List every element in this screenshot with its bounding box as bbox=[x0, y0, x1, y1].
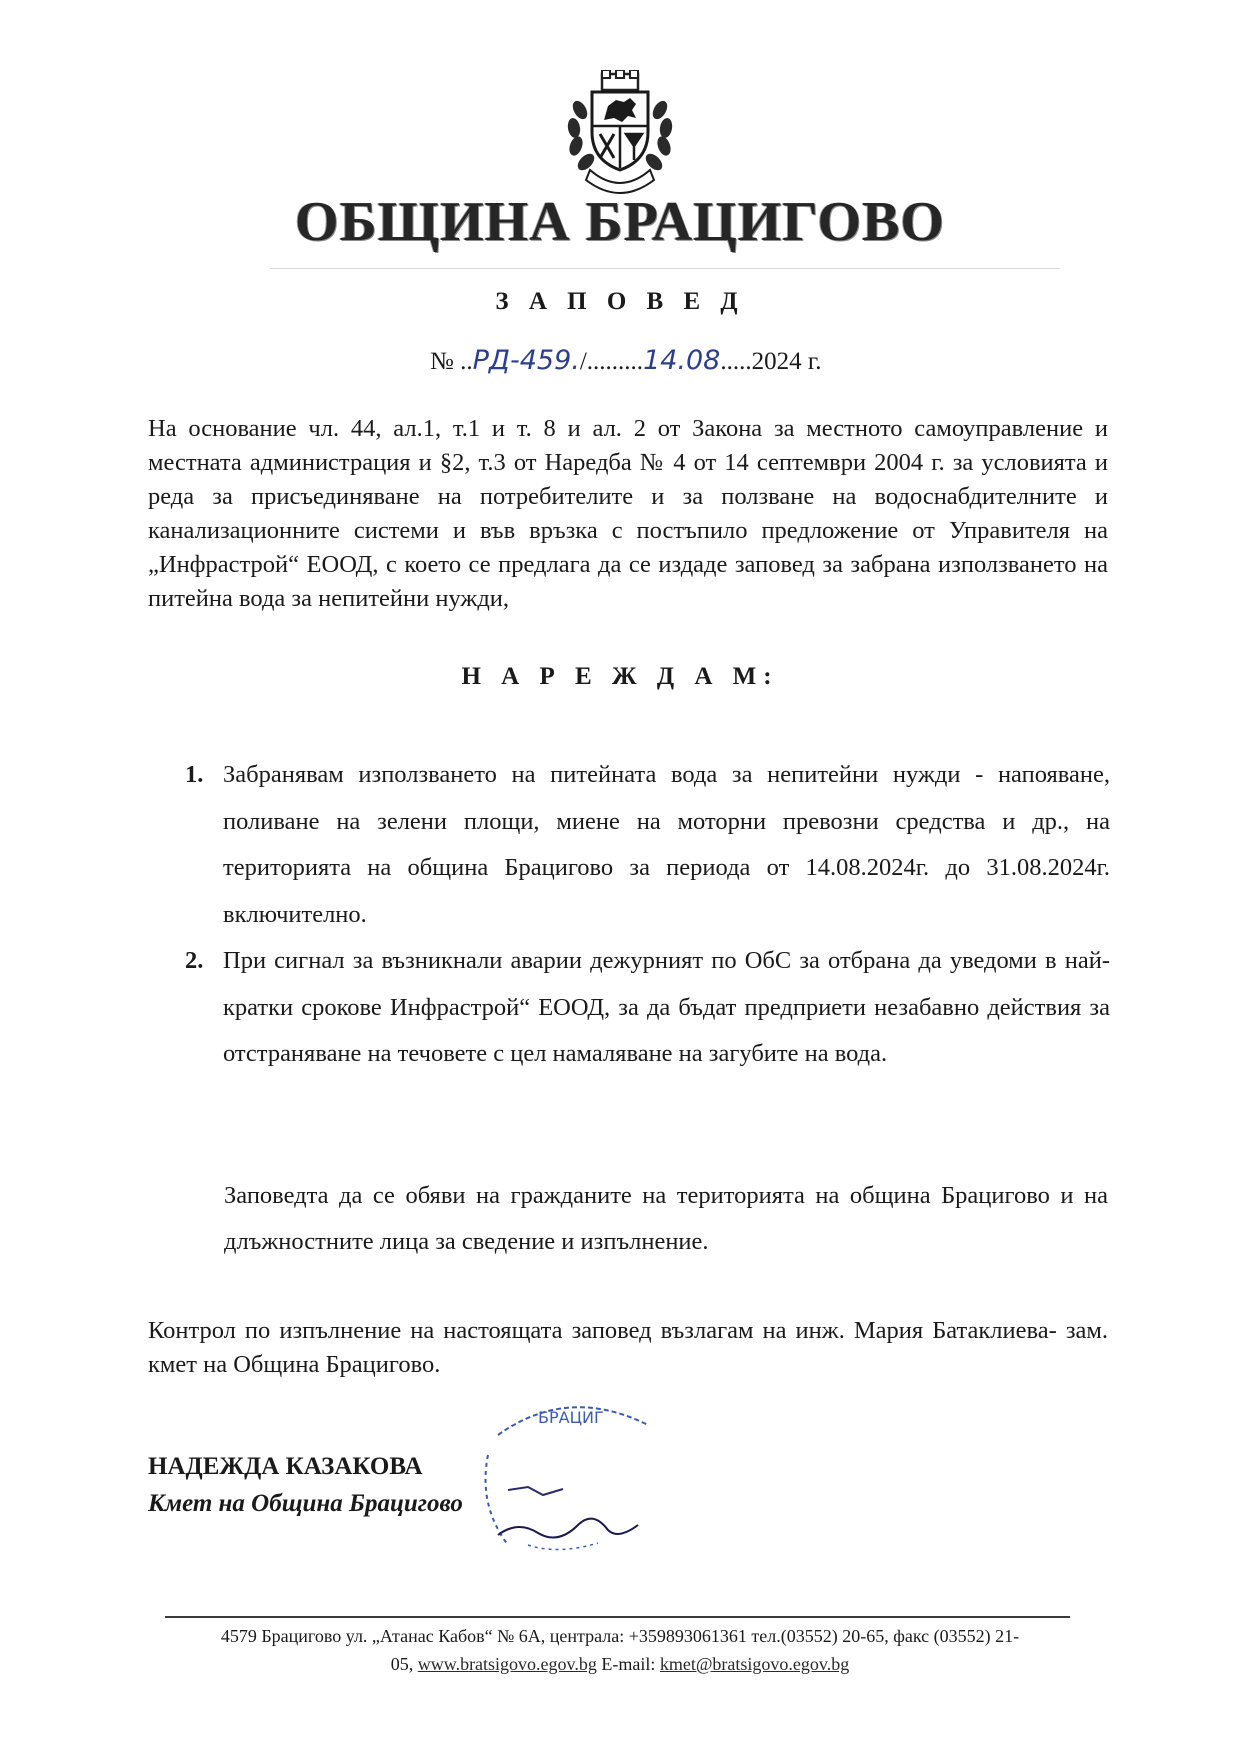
official-stamp-signature bbox=[468, 1395, 688, 1555]
item-text: Забранявам използването на питейната вода за непитейни нужди - напояване, поливане на зелени площи, миене на моторни превозни средства и др., на територията на община Брацигово за периода от 14.08.2024г. до 31.08.2024г. включително. bbox=[223, 761, 1110, 928]
decree-heading: Н А Р Е Ж Д А М: bbox=[461, 663, 779, 690]
order-number-prefix: № .. bbox=[430, 348, 473, 375]
order-heading: З А П О В Е Д bbox=[495, 288, 745, 315]
footer-divider bbox=[165, 1616, 1070, 1618]
footer-line2-prefix: 05, bbox=[390, 1654, 418, 1674]
email-label: E-mail: bbox=[596, 1654, 660, 1674]
item-number: 2. bbox=[185, 947, 204, 974]
decree-item bbox=[185, 752, 1110, 938]
footer-web-line bbox=[155, 1650, 1085, 1678]
order-number-handwritten: РД-459. bbox=[472, 345, 580, 376]
footer-address-line: 4579 Брацигово ул. „Атанас Кабов“ № 6А, централа: +359893061361 тел.(03552) 20-65, факс (03552) 21- bbox=[220, 1626, 1020, 1646]
announcement-paragraph: Заповедта да се обяви на гражданите на територията на община Брацигово и на длъжностните лица за сведение и изпълнение. bbox=[224, 1182, 1108, 1255]
footer-contacts bbox=[155, 1622, 1085, 1678]
decree-items bbox=[185, 752, 1110, 1078]
signer-title: Кмет на Община Брацигово bbox=[148, 1490, 463, 1517]
decree-item bbox=[185, 938, 1110, 1078]
order-number-suffix: .....2024 г. bbox=[720, 348, 822, 375]
control-paragraph: Контрол по изпълнение на настоящата заповед възлагам на инж. Мария Батаклиева- зам. кмет на Община Брацигово. bbox=[148, 1317, 1108, 1378]
signer-name: НАДЕЖДА КАЗАКОВА bbox=[148, 1453, 423, 1480]
website-link[interactable]: www.bratsigovo.egov.bg bbox=[417, 1654, 597, 1674]
item-number: 1. bbox=[185, 761, 204, 788]
item-text: При сигнал за възникнали аварии дежурният по ОбС за отбрана да уведоми в най-кратки срокове Инфрастрой“ ЕООД, за да бъдат предприети незабавно действия за отстраняване на течовете с цел намаляване на загубите на вода. bbox=[223, 947, 1110, 1067]
order-date-handwritten: 14.08 bbox=[643, 345, 721, 376]
municipality-title: ОБЩИНА БРАЦИГОВО bbox=[295, 191, 945, 253]
stamp-text: БРАЦИГ bbox=[538, 1408, 604, 1427]
order-number-line bbox=[430, 345, 822, 376]
title-divider bbox=[270, 268, 1060, 269]
email-link[interactable]: kmet@bratsigovo.egov.bg bbox=[659, 1654, 850, 1674]
preamble-paragraph: На основание чл. 44, ал.1, т.1 и т. 8 и ал. 2 от Закона за местното самоуправление и местната администрация и §2, т.3 от Наредба № 4 от 14 септември 2004 г. за условията и реда за присъединяване на потребителите и за ползване на водоснабдителните и канализационните системи и във връзка с постъпило предложение от Управителя на „Инфрастрой“ ЕООД, с което се предлага да се издаде заповед за забрана използването на питейна вода за непитейни нужди, bbox=[148, 415, 1108, 612]
coat-of-arms-icon bbox=[560, 70, 680, 195]
order-number-separator: /......... bbox=[579, 348, 644, 375]
